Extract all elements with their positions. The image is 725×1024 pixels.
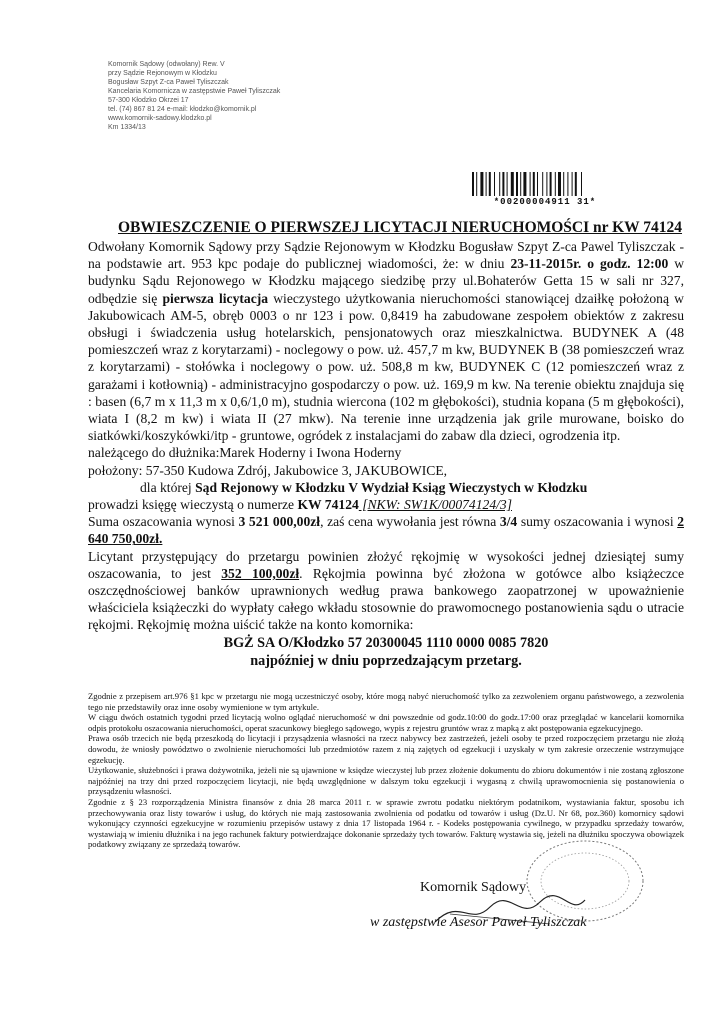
- legal-note: Zgodnie z przepisem art.976 §1 kpc w przetargu nie mogą uczestniczyć osoby, które mogą nabyć nieruchomość tylko za zezwoleniem organu państwowego, a zezwolenia tego nie przedstawiły oraz inne osoby wymienione w tym artykule.: [88, 691, 684, 712]
- legal-note: W ciągu dwóch ostatnich tygodni przed licytacją wolno oglądać nieruchomość w dni powszednie od godz.10:00 do godz.17:00 oraz przeglądać w kancelarii komornika odpis protokołu oszacowania nieruchomości, operat szacunkowy biegłego sądowego, wypis z rejestru gruntów wraz z mapką z akt postępowania egzekucyjnego.: [88, 712, 684, 733]
- text: wieczystego użytkowania nieruchomości stanowiącej dzaiłkę położoną w Jakubowicach AM-5, obręb 0003 o nr 123 i pow. 0,8419 ha zabudowane zespołem obiektów z zakresu obsługi i świadczenia usług hotelarskich, pensjonatowych oraz mieszkalnictwa. BUDYNEK A (48 pomieszczeń wraz z korytarzami) - noclegowy o pow. uż. 457,7 m kw, BUDYNEK B (38 pomieszczeń wraz z korytarzami) - stołówka i noclegowy o pow. uż. 508,8 m kw, BUDYNEK C (12 pomieszczeń wraz z garażami i kotłownią) - administracyjno gospodarczy o pow. uż. 169,9 m kw. Na terenie obiektu znajduja się : basen (6,7 m x 11,3 m x 0,6/1,0 m), studnia wiercona (102 m głębokości), studnia kopana (5 m głębokości), wiata I (8,2 m kw) i wiata II (27 mkw). Na terenie inne urządzenia jak grile murowane, boisko do siatkówki/koszykówki/itp - gruntowe, ogródek z instalacjami do zabaw dla dzieci, ogrodzenia itp.: [88, 290, 684, 444]
- text: Suma oszacowania wynosi: [88, 514, 239, 530]
- legal-note: Prawa osób trzecich nie będą przeszkodą do licytacji i przysądzenia własności na rzecz nabywcy bez zastrzeżeń, jeżeli osoby te przed rozpoczęciem przetargu nie złożą dowodu, że wniosły powództwo o zwolnienie nieruchomości lub przedmiotów razem z nią zajętych od egzekucji i uzyskały w tym zakresie orzeczenie wstrzymujące egzekucję.: [88, 733, 684, 765]
- court-name: Sąd Rejonowy w Kłodzku V Wydział Ksiąg Wieczystych w Kłodzku: [195, 479, 588, 495]
- deposit-paragraph: [88, 548, 684, 634]
- text: w budynku Sądu Rejonowego w Kłodzku mającego siedzibę przy ul.Bohaterów Getta 15 w sali nr 327, odbędzie się: [88, 256, 685, 306]
- legal-notes: [88, 691, 684, 850]
- signature-name: w zastępstwie Asesor Paweł Tyliszczak: [370, 915, 587, 930]
- letterhead-line: Komornik Sądowy (odwołany) Rew. V: [108, 61, 225, 68]
- deposit-amount: 352 100,00zł: [221, 565, 300, 581]
- letterhead-line: 57-300 Kłodzko Okrzei 17: [108, 97, 189, 104]
- letterhead-line: Bogusław Szpyt Z-ca Paweł Tyliszczak: [108, 79, 229, 86]
- kw-number: KW 74124: [297, 497, 359, 513]
- notice-body: [88, 238, 684, 670]
- bank-account: BGŻ SA O/Kłodzko 57 20300045 1110 0000 0085 7820: [223, 634, 549, 651]
- document-title: OBWIESZCZENIE O PIERWSZEJ LICYTACJI NIERUCHOMOŚCI nr KW 74124: [118, 219, 683, 236]
- letterhead-line: tel. (74) 867 81 24 e-mail: kłodzko@komornik.pl: [108, 106, 257, 113]
- text: Odwołany Komornik Sądowy przy Sądzie Rejonowym w Kłodzku Bogusław Szpyt Z-ca Pawel Tyliszczak - na podstawie art. 953 kpc podaje do publicznej wiadomości, że: w dniu: [88, 239, 684, 272]
- letterhead-line: Kancelaria Komornicza w zastępstwie Paweł Tyliszczak: [108, 88, 281, 95]
- deadline-line: najpóźniej w dniu poprzedzającym przetarg.: [250, 652, 522, 669]
- location-line: położony: 57-350 Kudowa Zdrój, Jakubowice 3, JAKUBOWICE,: [88, 462, 448, 478]
- debtor-line: należącego do dłużnika:Marek Hoderny i Iwona Hoderny: [88, 445, 402, 461]
- land-register-line: [88, 496, 684, 513]
- barcode-text: *00200004911 31*: [493, 197, 597, 207]
- starting-price: 2 640 750,00zł.: [88, 514, 684, 547]
- barcode-bars-icon: [470, 172, 620, 197]
- nkw-number: [NKW: SW1K/00074124/3]: [358, 497, 512, 513]
- text: prowadzi księgę wieczystą o numerze: [88, 497, 298, 513]
- text: dla której: [140, 479, 196, 495]
- text: sumy oszacowania i wynosi: [517, 514, 678, 530]
- text: . Rękojmia powinna być złożona w gotówce albo książeczce oszczędnościowej banków uprawnionych według prawa bankowego zaopatrzonej w upoważnienie właściciela książeczki do wypłaty całego wkładu stosownie do prawomocnego postanowienia sądu o utracie rękojmi. Rękojmię można uiścić także na konto komornika:: [88, 565, 684, 633]
- letterhead: [108, 60, 338, 132]
- valuation-line: [88, 513, 684, 547]
- legal-note: Użytkowanie, służebności i prawa dożywotnika, jeżeli nie są ujawnione w księdze wieczystej lub przez złożenie dokumentu do zbioru dokumentów i nie zostaną zgłoszone najpóźniej na trzy dni przed rozpoczęciem licytacji, nie będą uwzględnione w dalszym toku egzekucji i wygasną z chwilą uprawomocnienia się postanowienia o przysądzeniu własności.: [88, 765, 684, 797]
- barcode: [470, 172, 620, 206]
- letterhead-line: www.komornik-sadowy.klodzko.pl: [108, 115, 212, 122]
- paragraph-intro: [88, 238, 684, 444]
- valuation-sum: 3 521 000,00zł: [238, 514, 321, 530]
- signature-title: Komornik Sądowy: [420, 880, 527, 895]
- letterhead-line: przy Sądzie Rejonowym w Kłodzku: [108, 70, 217, 77]
- legal-note: Zgodnie z § 23 rozporządzenia Ministra finansów z dnia 28 marca 2011 r. w sprawie zwrotu podatku niektórym podatnikom, wystawiania faktur, sposobu ich przechowywania oraz listy towarów i usług, do których nie mają zastosowania zwolnienia od podatku od towarów i usług (Dz.U. Nr 68, poz.360) komornicy sądowi wykonujący czynności egzekucyjne w rozumieniu przepisów ustawy z dnia 17 listopada 1964 r. - Kodeks postępowania cywilnego, w przypadku sprzedaży towarów, wystawiają w imieniu dłużnika i na jego rachunek faktury potwierdzające dokonanie sprzedaży tych towarów. Fakturę wystawia się, jeżeli na dłużniku spoczywa obowiązek podatkowy związany ze sprzedażą towarów.: [88, 796, 684, 850]
- auction-type: pierwsza licytacja: [162, 290, 269, 306]
- text: , zaś cena wywołania jest równa: [320, 514, 500, 530]
- auction-date: 23-11-2015r. o godz. 12:00: [510, 256, 669, 272]
- fraction: 3/4: [499, 514, 518, 530]
- court-line: [88, 479, 684, 496]
- letterhead-line: Km 1334/13: [108, 124, 146, 131]
- text: Licytant przystępujący do przetargu powinien złożyć rękojmię w wysokości jednej dziesiątej sumy oszacowania, to jest: [88, 548, 684, 581]
